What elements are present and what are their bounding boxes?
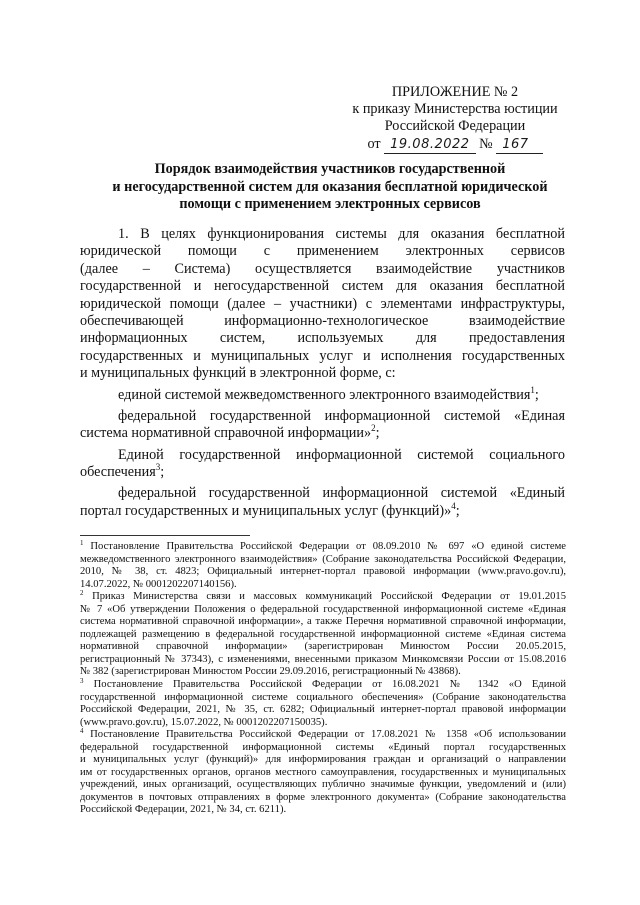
appendix-date-line: [330, 136, 580, 154]
footnotes: [80, 541, 566, 817]
footnote-3-line: Российской Федерации, 2021, № 35, ст. 6282; Официальный интернет-портал правовой информации: [80, 704, 566, 716]
footnote-3-line: государственной информационной системе социального обеспечения» (Собрание законодательства: [80, 691, 566, 703]
footnote-3-line: (www.pravo.gov.ru), 15.07.2022, № 0001202207150035).: [80, 716, 328, 728]
title-line: помощи с применением электронных сервисов: [179, 196, 481, 212]
footnote-2-line: № 382 (зарегистрирован Минюстом России 29.09.2016, регистрационный № 43868).: [80, 666, 461, 678]
title-line: Порядок взаимодействия участников государственной: [154, 161, 506, 177]
document-title: [80, 161, 580, 214]
footnote-2-line: № 7 «Об утверждении Положения о федеральной государственной информационной системе «Единая: [80, 603, 566, 615]
para1-line: государственных и муниципальных услуг и исполнения государственных: [80, 347, 565, 364]
footnote-4-line: $^4$ Постановление Правительства Российской Федерации от 17.08.2021 № 1358 «Об использовании: [80, 727, 566, 741]
footnote-4-line: и муниципальных услуг (функций)» для информирования граждан и организаций о направлении: [80, 754, 566, 766]
document-body: [80, 226, 565, 520]
appendix-order-line: к приказу Министерства юстиции: [352, 101, 558, 117]
footnote-4-line: федеральной государственной информационной системы «Единый портал государственных: [80, 741, 566, 753]
footnote-ref: 2: [371, 423, 376, 434]
footnote-mark: 3: [80, 677, 84, 686]
footnote-1-line: $^1$ Постановление Правительства Российской Федерации от 08.09.2010 № 697 «О единой системе: [80, 539, 567, 552]
footnote-1-line: 2010, № 38, ст. 4823; Официальный интернет-портал правовой информации (www.pravo.gov.ru),: [80, 566, 566, 578]
list-item-3-line2: обеспечения$^3$;: [80, 462, 165, 481]
list-item-4-line1: федеральной государственной информационной системой «Единый: [118, 485, 565, 502]
footnote-ref: 1: [530, 384, 535, 395]
footnote-2-line: система нормативной справочной информации», а также Перечня нормативной справочной информации,: [80, 616, 566, 628]
footnote-1-line: 14.07.2022, № 0001202207140156).: [80, 578, 237, 590]
footnote-1-line: межведомственного электронного взаимодействия» (Собрание законодательства Российской Федерации,: [80, 553, 566, 565]
para1-line: и муниципальных функций в электронной форме, с:: [80, 365, 396, 382]
para1-line: государственной и негосударственной систем для оказания бесплатной: [80, 278, 565, 295]
footnote-mark: 2: [80, 589, 84, 598]
appendix-heading: ПРИЛОЖЕНИЕ № 2: [391, 84, 519, 100]
list-item-1: единой системой межведомственного электронного взаимодействия$^1$;: [118, 384, 539, 403]
list-item-2-line2: система нормативной справочной информации»$^2$;: [80, 423, 380, 442]
handwritten-date: 19.08.2022: [384, 136, 475, 154]
para1-line: 1. В целях функционирования системы для оказания бесплатной: [118, 226, 565, 242]
footnote-mark: 4: [80, 727, 84, 736]
list-item-4-line2: портал государственных и муниципальных услуг (функций)»$^4$;: [80, 500, 460, 519]
para1-line: юридической помощи (далее – участники) с элементами инфраструктуры,: [80, 295, 565, 312]
footnote-ref: 3: [155, 462, 161, 473]
footnote-2-line: $^2$ Приказ Министерства связи и массовых коммуникаций Российской Федерации от 19.01.2015: [80, 589, 567, 603]
para1-line: юридической помощи с применением электронных сервисов: [80, 243, 565, 260]
footnote-2-line: регистрационный № 37343), с изменениями, внесенными приказом Минкомсвязи России от 15.08.2016: [80, 653, 566, 665]
footnote-3-line: $^3$ Постановление Правительства Российской Федерации от 16.08.2021 № 1342 «О Единой: [80, 677, 566, 691]
list-item-3-line1: Единой государственной информационной системой социального: [118, 446, 565, 463]
appendix-ministry-line: Российской Федерации: [384, 118, 526, 134]
footnote-2-line: подлежащей размещению в федеральной государственной информационной системе «Единая система: [80, 628, 566, 640]
footnote-4-line: учреждений, иных организаций, осуществляющих публично значимые функции, уведомлений и (или): [80, 779, 566, 791]
footnote-mark: 1: [80, 539, 84, 547]
list-item-2-line1: федеральной государственной информационной системой «Единая: [118, 407, 565, 424]
from-label: от: [367, 136, 381, 152]
para1-line: (далее – Система) осуществляется взаимодействие участников: [80, 260, 565, 277]
number-label: №: [479, 136, 493, 152]
footnote-separator: [80, 535, 250, 536]
title-line: и негосударственной систем для оказания бесплатной юридической: [112, 178, 548, 195]
footnote-4-line: им от государственных органов, органов местного самоуправления, государственных и муниципальных: [80, 766, 566, 778]
footnote-2-line: нормативной справочной информации» (зарегистрирован Минюстом России 20.05.2015,: [80, 641, 566, 653]
handwritten-number: 167: [496, 136, 542, 154]
footnote-4-line: документов в почтовых отправлениях в форме электронного документа» (Собрание законодательства: [80, 791, 566, 803]
footnote-ref: 4: [451, 500, 456, 511]
appendix-header: [330, 84, 580, 154]
para1-line: обеспечивающей информационно-технологическое взаимодействие: [80, 312, 565, 329]
footnote-4-line: Российской Федерации, 2021, № 34, ст. 6211).: [80, 804, 287, 816]
para1-line: информационных систем, используемых для предоставления: [80, 330, 565, 347]
